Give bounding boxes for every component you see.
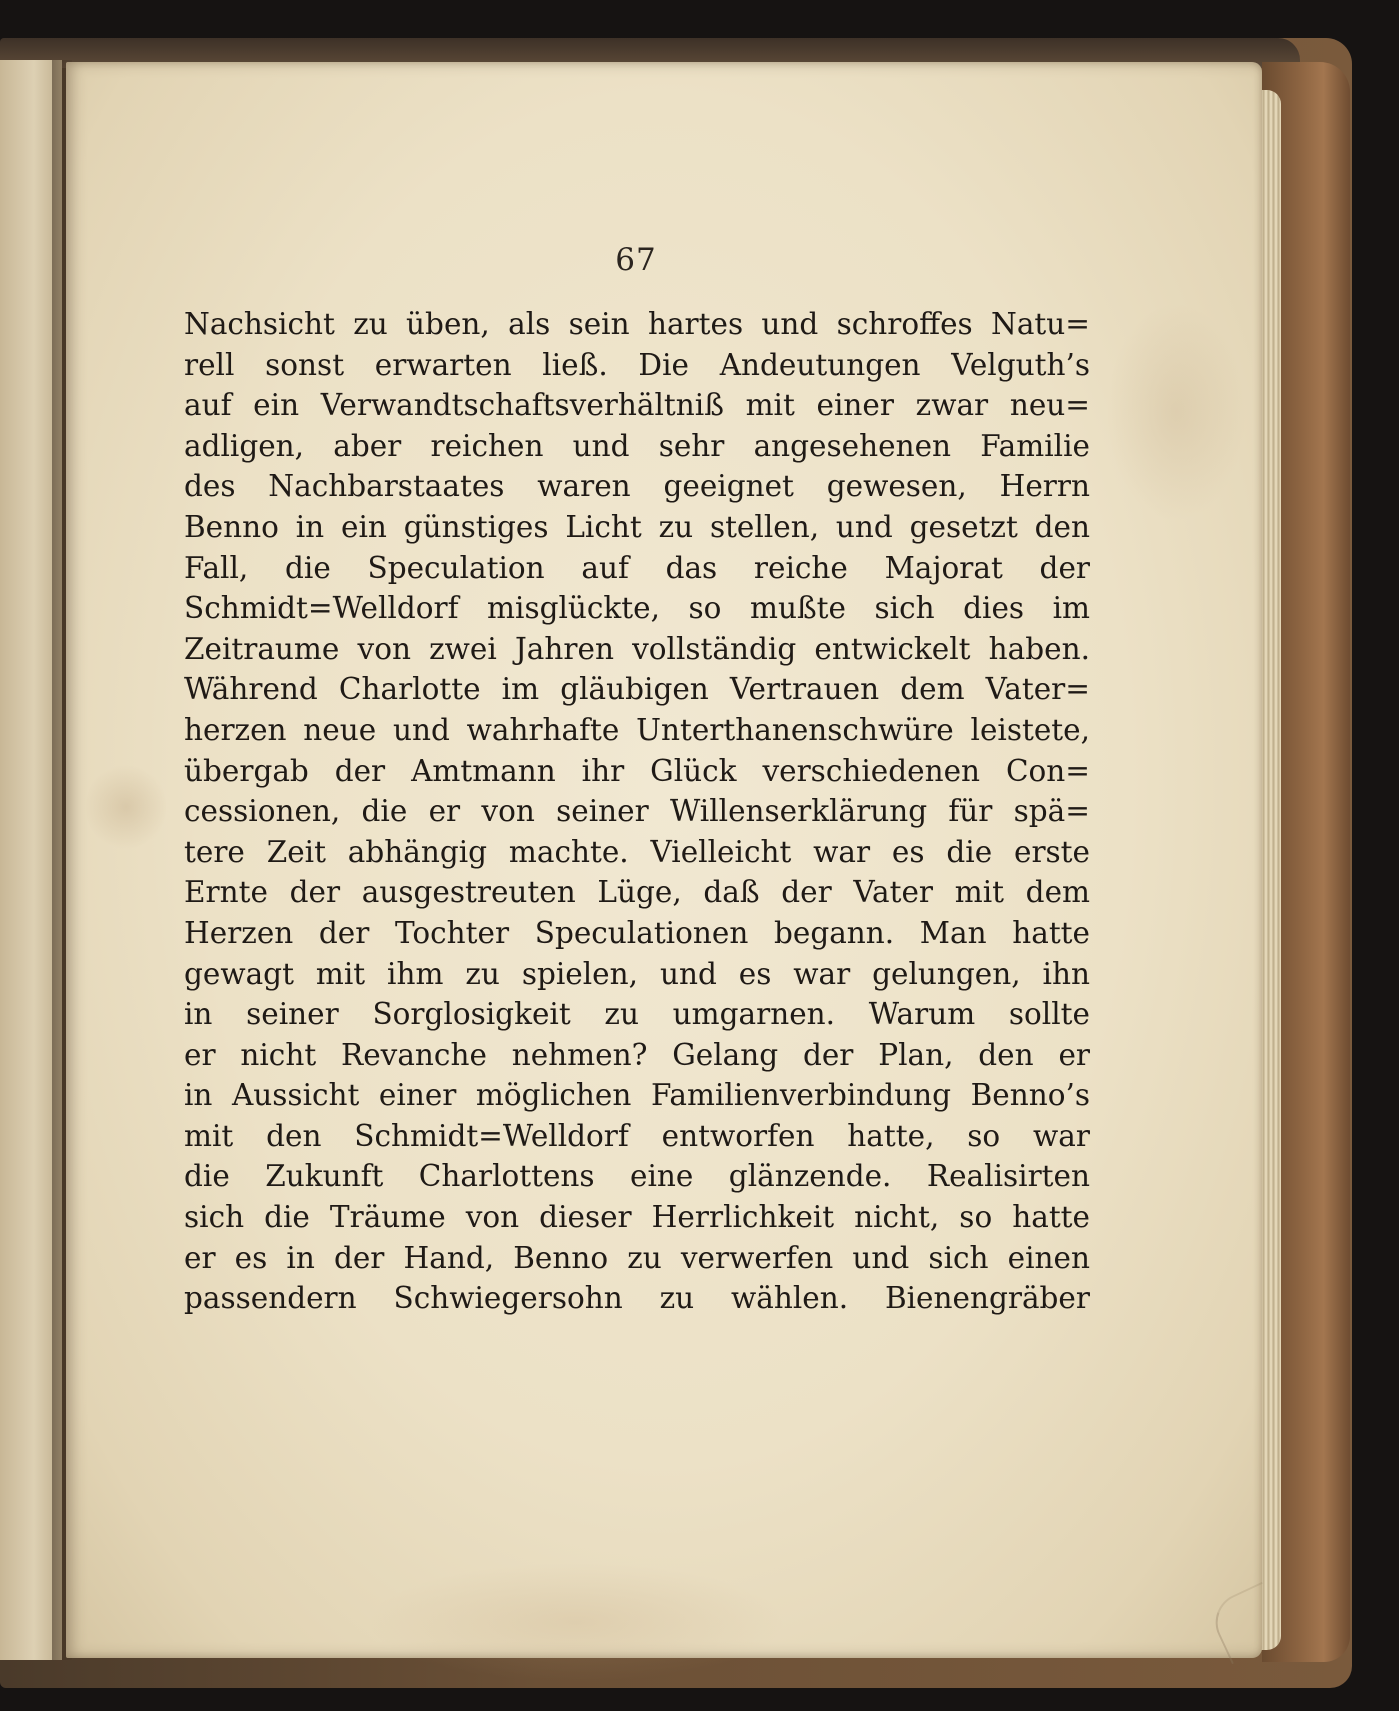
page-number: 67 — [615, 242, 657, 278]
text-line: adligen, aber reichen und sehr angesehenen Familie — [184, 428, 1090, 463]
text-line: Benno in ein günstiges Licht zu stellen, und gesetzt den — [184, 509, 1090, 544]
text-line: Herzen der Tochter Speculationen begann. Man hatte — [184, 915, 1090, 950]
text-line: Fall, die Speculation auf das reiche Majorat der — [184, 550, 1090, 585]
text-line: des Nachbarstaates waren geeignet gewesen, Herrn — [184, 469, 1090, 504]
text-line: er nicht Revanche nehmen? Gelang der Plan, den er — [184, 1037, 1090, 1072]
paper-stain — [1106, 302, 1246, 522]
text-line: Während Charlotte im gläubigen Vertrauen dem Vater= — [184, 672, 1090, 707]
text-line: cessionen, die er von seiner Willenserklärung für spä= — [184, 794, 1090, 829]
text-line: Nachsicht zu üben, als sein hartes und schroffes Natu= — [184, 307, 1090, 341]
text-line: herzen neue und wahrhafte Unterthanenschwüre leistete, — [184, 712, 1090, 747]
text-line: auf ein Verwandtschaftsverhältniß mit einer zwar neu= — [184, 388, 1090, 423]
text-line: mit den Schmidt=Welldorf entworfen hatte, so war — [184, 1118, 1090, 1153]
text-line: rell sonst erwarten ließ. Die Andeutungen Velguth’s — [184, 347, 1090, 382]
text-line: er es in der Hand, Benno zu verwerfen und sich einen — [184, 1240, 1090, 1275]
text-line: Zeitraume von zwei Jahren vollständig entwickelt haben. — [184, 631, 1090, 666]
body-text — [184, 304, 1090, 1319]
text-line: passendern Schwiegersohn zu wählen. Bienengräber — [184, 1281, 1090, 1316]
text-line: sich die Träume von dieser Herrlichkeit nicht, so hatte — [184, 1200, 1090, 1235]
text-line: tere Zeit abhängig machte. Vielleicht war es die erste — [184, 834, 1090, 869]
text-line: in seiner Sorglosigkeit zu umgarnen. Warum sollte — [184, 997, 1090, 1032]
text-line: Schmidt=Welldorf misglückte, so mußte sich dies im — [184, 591, 1090, 626]
text-line: die Zukunft Charlottens eine glänzende. Realisirten — [184, 1159, 1090, 1194]
book-page — [66, 62, 1262, 1658]
text-line: gewagt mit ihm zu spielen, und es war gelungen, ihn — [184, 956, 1090, 991]
text-line: übergab der Amtmann ihr Glück verschiedenen Con= — [184, 753, 1090, 788]
text-line: Ernte der ausgestreuten Lüge, daß der Vater mit dem — [184, 875, 1090, 910]
text-line: in Aussicht einer möglichen Familienverbindung Benno’s — [184, 1078, 1090, 1113]
paper-stain — [86, 762, 166, 852]
